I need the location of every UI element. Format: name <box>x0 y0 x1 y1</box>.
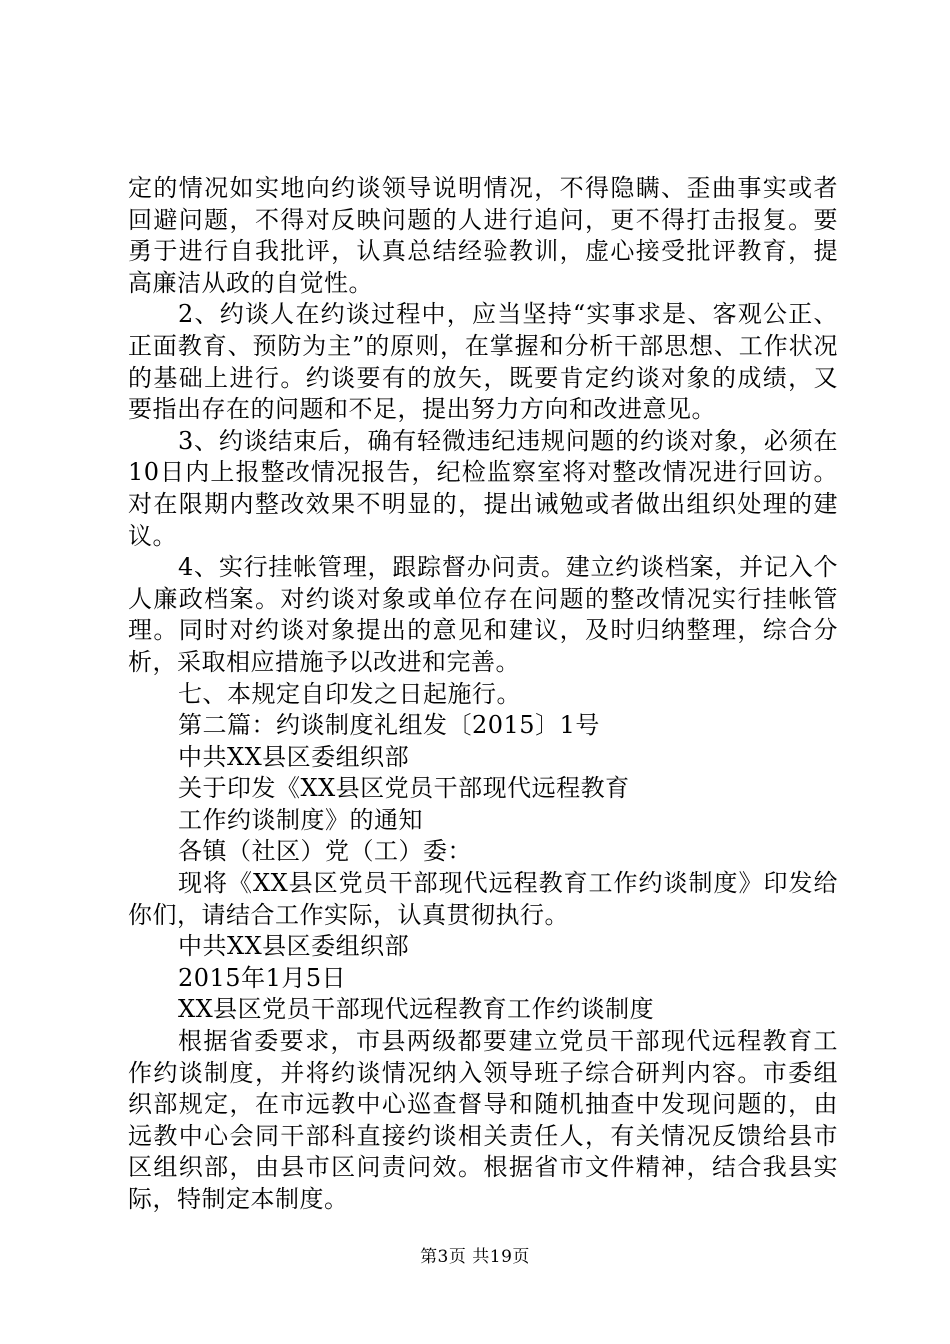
section-heading: 第二篇：约谈制度礼组发〔2015〕1号 <box>178 711 600 740</box>
notice-title-line-1: 关于印发《XX县区党员干部现代远程教育 <box>178 774 630 803</box>
signature-line: 中共XX县区委组织部 <box>178 932 410 961</box>
paragraph-notice-body: 现将《XX县区党员干部现代远程教育工作约谈制度》印发给你们，请结合工作实际，认真贯彻执行。 <box>128 869 838 929</box>
paragraph-regulation-body: 根据省委要求，市县两级都要建立党员干部现代远程教育工作约谈制度，并将约谈情况纳入领导班子综合研判内容。市委组织部规定，在市远教中心巡查督导和随机抽查中发现问题的，由远教中心会同干部科直接约谈相关责任人，有关情况反馈给县市区组织部，由县市区问责问效。根据省市文件精神，结合我县实际，特制定本制度。 <box>128 1027 838 1213</box>
paragraph-4: 4、实行挂帐管理，跟踪督办问责。建立约谈档案，并记入个人廉政档案。对约谈对象或单位存在问题的整改情况实行挂帐管理。同时对约谈对象提出的意见和建议，及时归纳整理，综合分析，采取相应措施予以改进和完善。 <box>128 553 838 676</box>
page-number-footer: 第3页 共19页 <box>420 1247 530 1267</box>
notice-title-line-2: 工作约谈制度》的通知 <box>178 805 423 834</box>
addressee-line: 各镇（社区）党（工）委： <box>178 837 472 866</box>
issuer-line: 中共XX县区委组织部 <box>178 742 410 771</box>
regulation-title: XX县区党员干部现代远程教育工作约谈制度 <box>178 995 655 1024</box>
paragraph-2: 2、约谈人在约谈过程中，应当坚持“实事求是、客观公正、正面教育、预防为主”的原则，在掌握和分析干部思想、工作状况的基础上进行。约谈要有的放矢，既要肯定约谈对象的成绩，又要指出存在的问题和不足，提出努力方向和改进意见。 <box>128 300 838 424</box>
document-body <box>128 173 838 1216</box>
date-line: 2015年1月5日 <box>178 963 347 992</box>
paragraph-3: 3、约谈结束后，确有轻微违纪违规问题的约谈对象，必须在10日内上报整改情况报告，纪检监察室将对整改情况进行回访。对在限期内整改效果不明显的，提出诫勉或者做出组织处理的建议。 <box>128 426 838 550</box>
paragraph-1: 定的情况如实地向约谈领导说明情况，不得隐瞒、歪曲事实或者回避问题，不得对反映问题的人进行追问，更不得打击报复。要勇于进行自我批评，认真总结经验教训，虚心接受批评教育，提高廉洁从政的自觉性。 <box>128 174 838 297</box>
paragraph-5: 七、本规定自印发之日起施行。 <box>178 679 521 708</box>
